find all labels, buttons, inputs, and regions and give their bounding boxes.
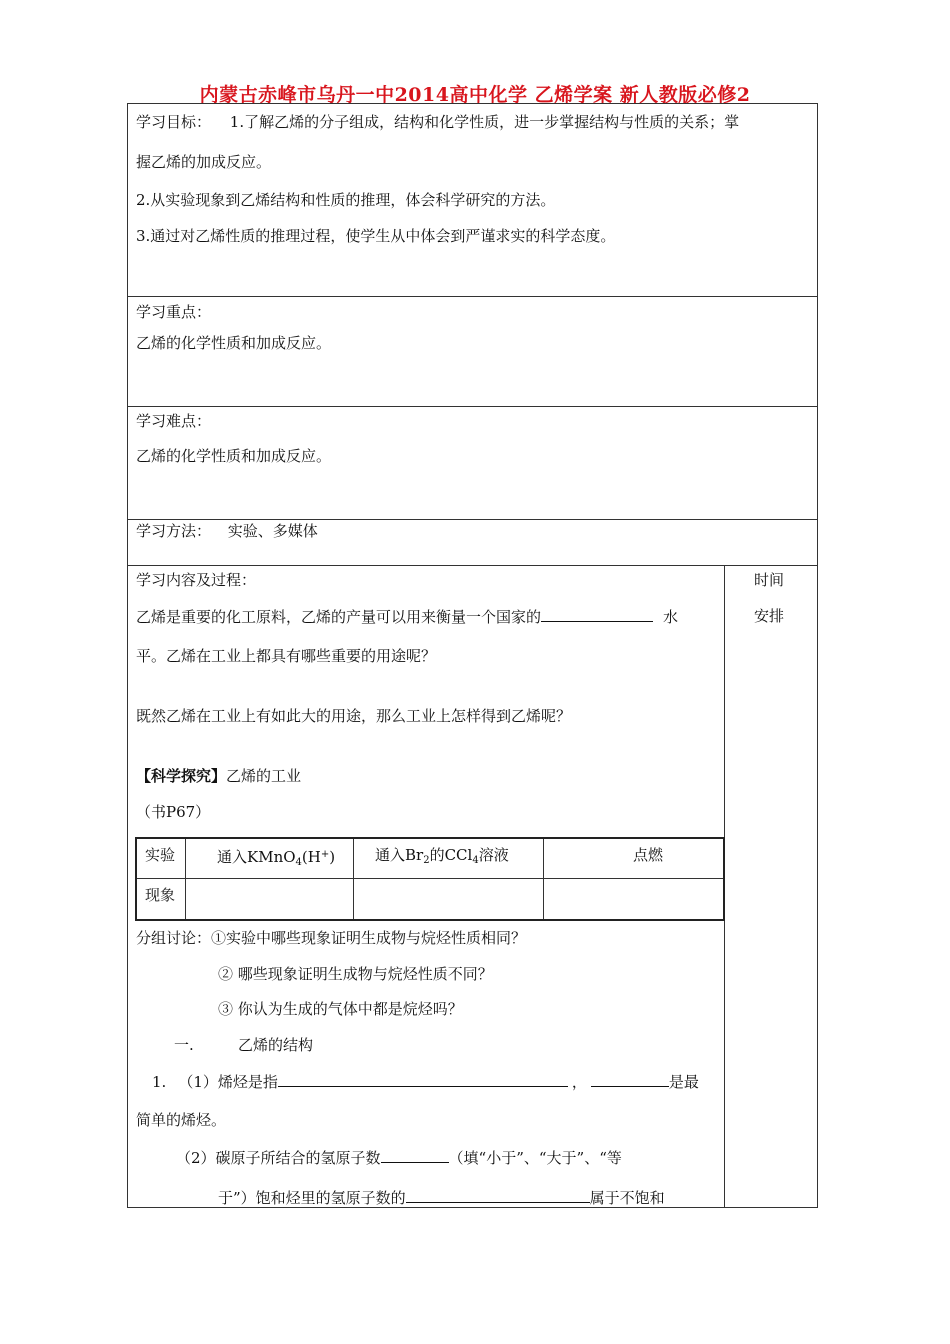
methods-label: 学习方法： <box>136 522 212 540</box>
table-header-bromine <box>375 845 509 871</box>
content-label: 学习内容及过程： <box>136 571 257 589</box>
kmno4-close: ) <box>329 848 336 866</box>
kmno4-label: 通入KMnO <box>217 848 296 866</box>
section-title: 乙烯的结构 <box>238 1036 314 1054</box>
ccl4-subscript: 4 <box>472 855 479 866</box>
production-question: 既然乙烯在工业上有如此大的用途，那么工业上怎样得到乙烯呢？ <box>136 707 572 725</box>
methods-line <box>136 521 318 541</box>
section-number: 一. <box>174 1036 194 1054</box>
table-row-divider <box>137 878 723 879</box>
answer-blank[interactable] <box>406 1187 590 1203</box>
part-2-hint: （填“小于”、“大于”、“等 <box>448 1149 622 1167</box>
item-1-text: （1）烯烃是指 <box>178 1073 278 1091</box>
discussion-q1: ①实验中哪些现象证明生成物与烷烃性质相同？ <box>211 929 527 947</box>
schedule-label: 安排 <box>754 607 785 625</box>
kmno4-h: (H <box>301 848 321 866</box>
discussion-label: 分组讨论： <box>136 929 212 947</box>
difficulties-label: 学习难点： <box>136 412 212 430</box>
table-col-divider <box>353 839 354 919</box>
row-divider <box>128 406 817 407</box>
book-reference: （书P67） <box>136 803 211 821</box>
intro-line-1 <box>136 606 678 627</box>
comma: ， <box>571 1073 587 1091</box>
objective-item-1-cont: 握乙烯的加成反应。 <box>136 153 272 171</box>
document-title: 内蒙古赤峰市乌丹一中2014高中化学 乙烯学案 新人教版必修2 <box>199 84 751 106</box>
objectives-line-1 <box>136 112 739 132</box>
table-col-divider <box>185 839 186 919</box>
explore-heading: 【科学探究】 <box>136 767 227 785</box>
row-divider <box>128 519 817 520</box>
h-plus-superscript: + <box>320 849 330 860</box>
kmno4-subscript: 4 <box>295 857 302 868</box>
part-2-end: 属于不饱和 <box>589 1189 665 1207</box>
difficulties-text: 乙烯的化学性质和加成反应。 <box>136 447 332 465</box>
intro-end: 水 <box>663 608 679 626</box>
key-points-label: 学习重点： <box>136 303 212 321</box>
experiment-table <box>135 837 725 921</box>
answer-blank[interactable] <box>541 606 653 622</box>
objective-item-2: 2.从实验现象到乙烯结构和性质的推理，体会科学研究的方法。 <box>136 191 556 209</box>
part-2-cont: 于”）饱和烃里的氢原子数的 <box>218 1189 406 1207</box>
item-1-part-2-line-1 <box>176 1147 622 1168</box>
table-header-ignite: 点燃 <box>633 846 664 864</box>
methods-text: 实验、多媒体 <box>227 522 318 540</box>
discussion-q3: ③ 你认为生成的气体中都是烷烃吗？ <box>218 1000 463 1018</box>
solution-label: 溶液 <box>478 846 509 864</box>
discussion-q2: ② 哪些现象证明生成物与烷烃性质不同？ <box>218 965 493 983</box>
science-explore <box>136 766 301 786</box>
table-header-kmno4 <box>217 845 335 873</box>
objective-item-3: 3.通过对乙烯性质的推理过程，使学生从中体会到严谨求实的科学态度。 <box>136 227 616 245</box>
item-1-part-2-line-2 <box>218 1187 665 1208</box>
key-points-text: 乙烯的化学性质和加成反应。 <box>136 334 332 352</box>
objective-item-1: 1.了解乙烯的分子组成，结构和化学性质，进一步掌握结构与性质的关系；掌 <box>229 113 740 131</box>
table-col-divider <box>543 839 544 919</box>
item-1-end: 是最 <box>668 1073 699 1091</box>
intro-text: 乙烯是重要的化工原料，乙烯的产量可以用来衡量一个国家的 <box>136 608 542 626</box>
item-number: 1. <box>152 1073 167 1091</box>
table-row-phenomenon: 现象 <box>145 886 176 904</box>
objectives-label: 学习目标： <box>136 113 212 131</box>
item-1-line-2: 简单的烯烃。 <box>136 1111 227 1129</box>
answer-blank[interactable] <box>278 1071 568 1087</box>
discussion-line-1 <box>136 928 526 948</box>
time-label: 时间 <box>754 571 785 589</box>
ccl-label: 的CCl <box>429 846 473 864</box>
intro-line-2: 平。乙烯在工业上都具有哪些重要的用途呢？ <box>136 647 437 665</box>
row-divider <box>128 296 817 297</box>
br-label: 通入Br <box>375 846 424 864</box>
answer-blank[interactable] <box>381 1147 449 1163</box>
explore-text: 乙烯的工业 <box>226 767 302 785</box>
item-1-line-1 <box>152 1071 699 1092</box>
row-divider <box>128 565 817 566</box>
part-2-text: （2）碳原子所结合的氢原子数 <box>176 1149 381 1167</box>
br2-subscript: 2 <box>423 855 430 866</box>
table-header-experiment: 实验 <box>145 846 176 864</box>
answer-blank[interactable] <box>591 1071 669 1087</box>
